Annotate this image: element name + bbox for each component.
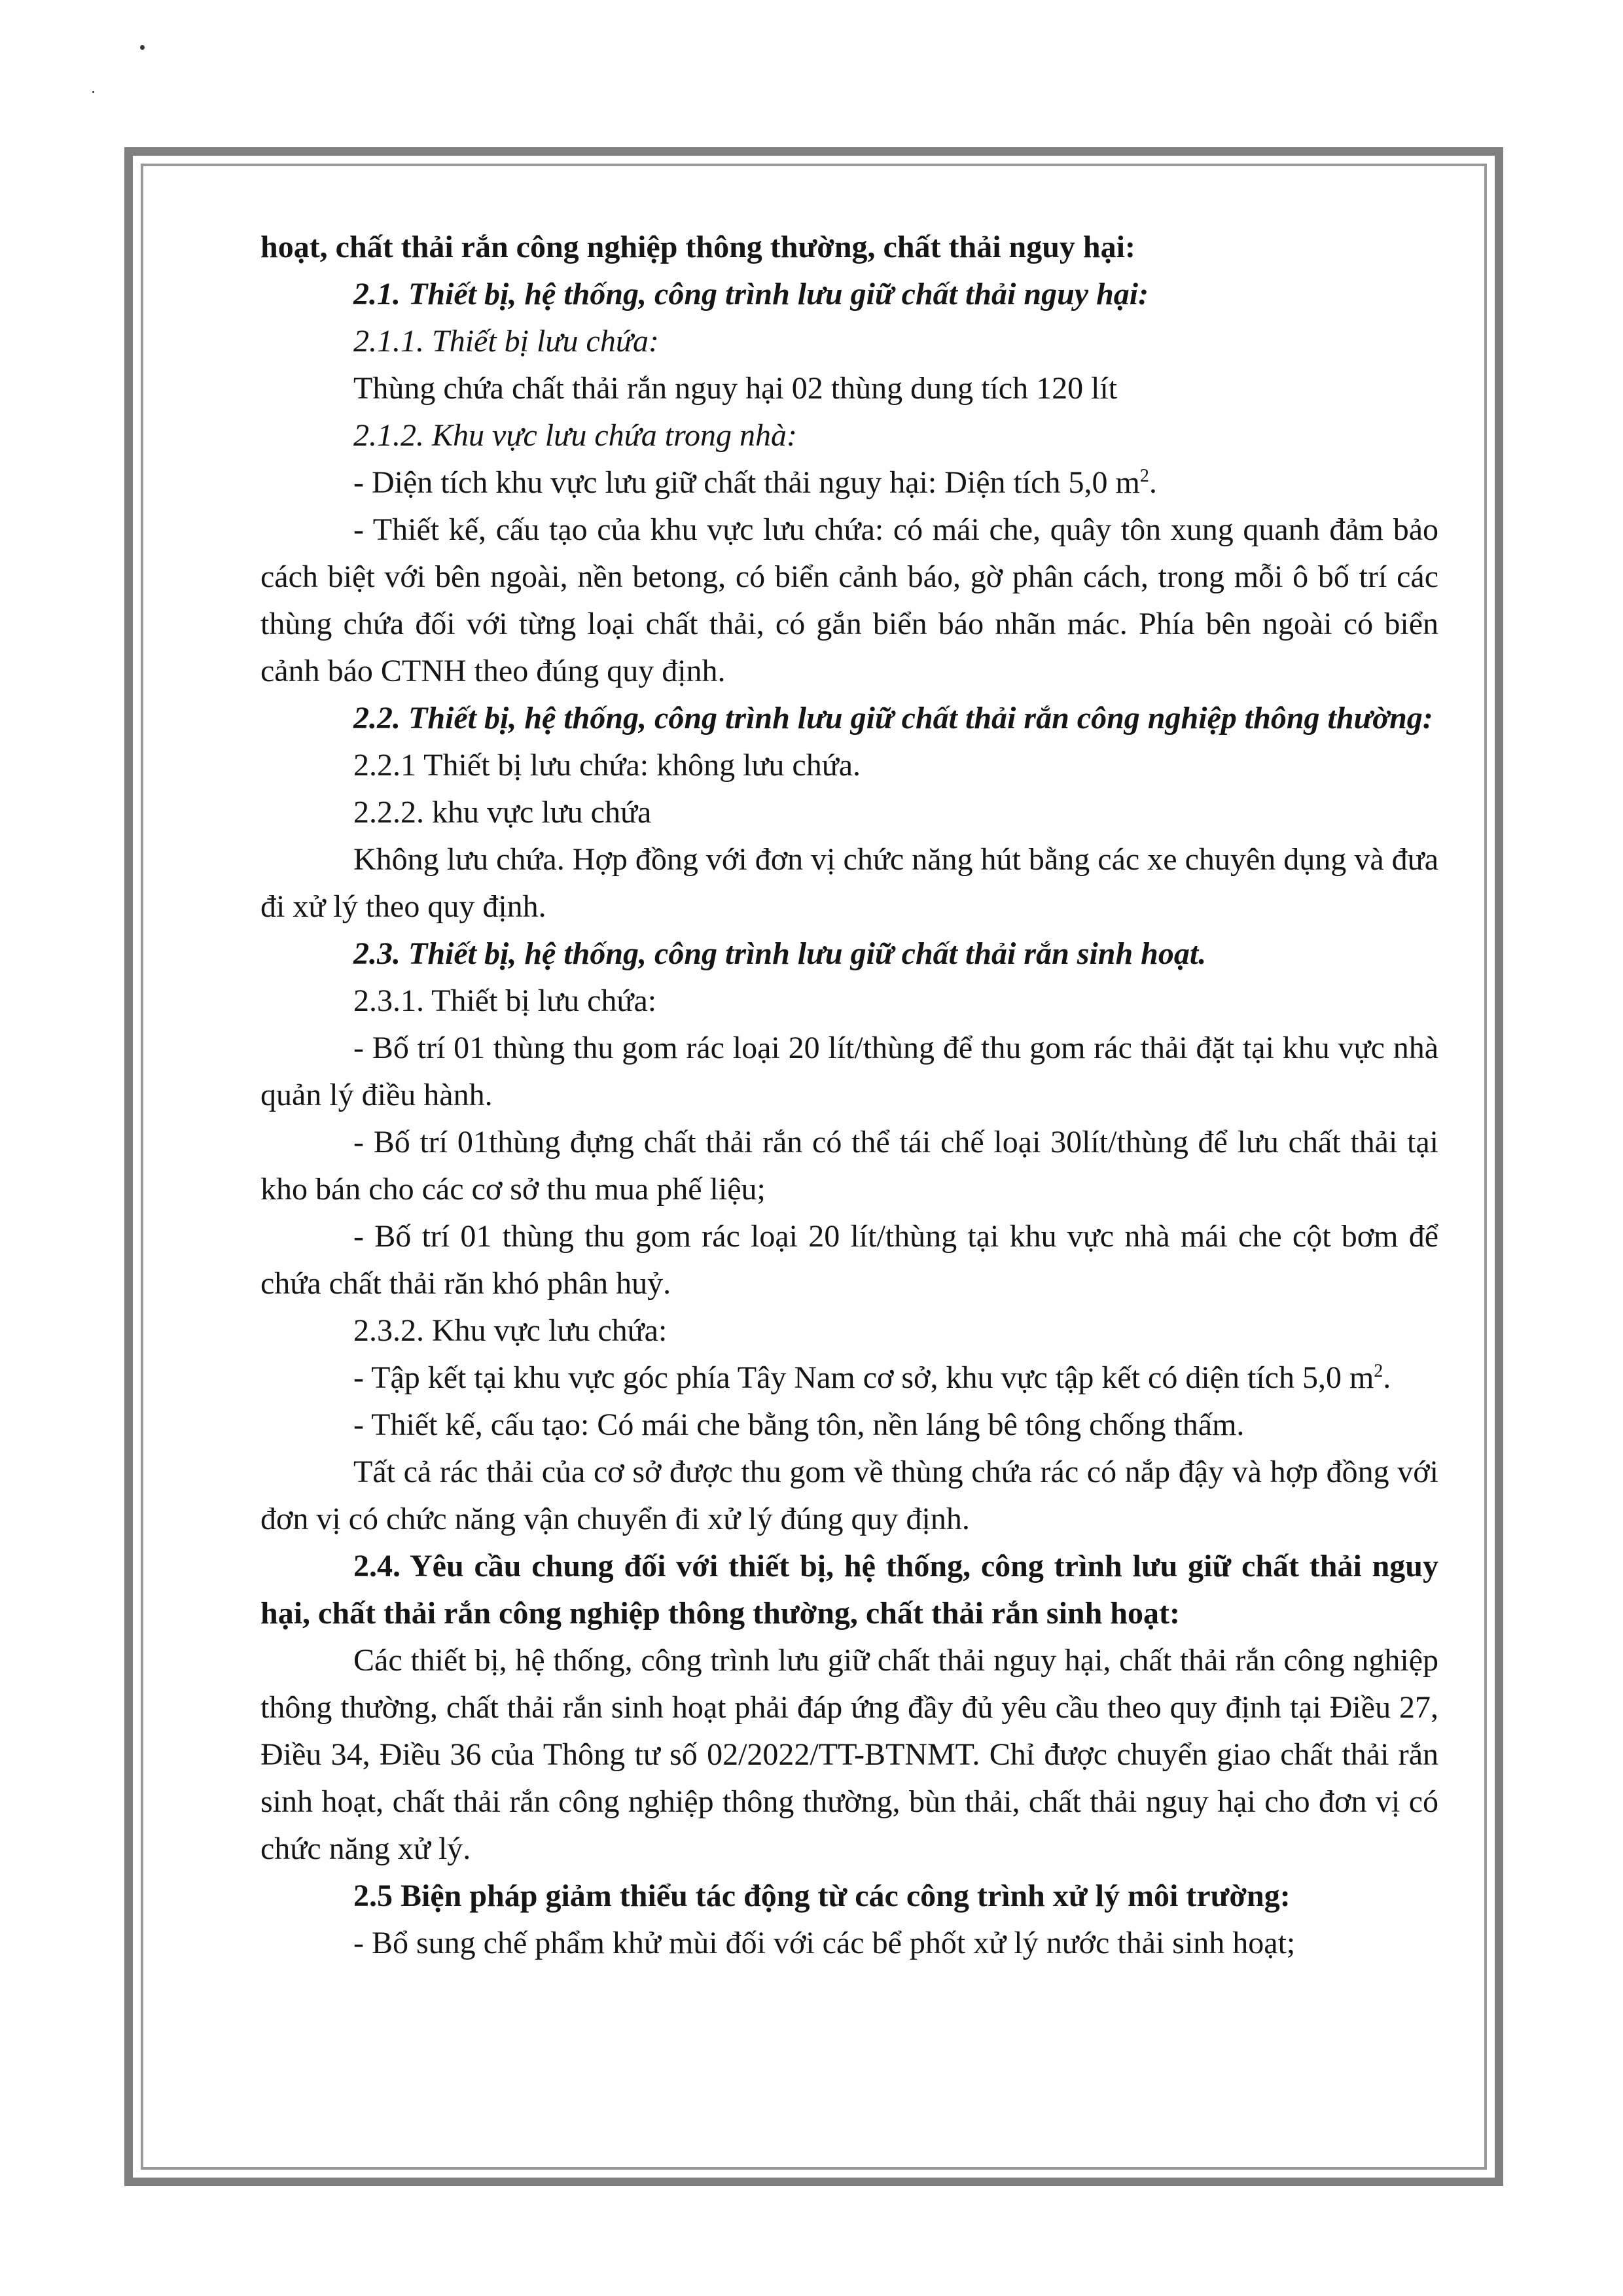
subsection-2-3-2: 2.3.2. Khu vực lưu chứa: — [353, 1313, 668, 1348]
paragraph: Các thiết bị, hệ thống, công trình lưu giữ chất thải nguy hại, chất thải rắn công nghiệp thông thường, chất thải rắn sinh hoạt phải đáp ứng đầy đủ yêu cầu theo quy định tại Điều 27, Điều 34, Điều 36 của Thông tư số 02/2022/TT-BTNMT. Chỉ được chuyển giao chất thải rắn sinh hoạt, chất thải rắn công nghiệp thông thường, bùn thải, chất thải nguy hại cho đơn vị có chức năng xử lý. — [260, 1643, 1438, 1866]
section-2-3-heading: 2.3. Thiết bị, hệ thống, công trình lưu giữ chất thải rắn sinh hoạt. — [353, 936, 1207, 971]
period: . — [1149, 465, 1157, 500]
superscript: 2 — [1374, 1361, 1383, 1381]
paragraph-area — [260, 1354, 1438, 1402]
area-text: - Tập kết tại khu vực góc phía Tây Nam cơ sở, khu vực tập kết có diện tích 5,0 m — [353, 1360, 1374, 1395]
scan-speck — [140, 45, 145, 50]
subsection-2-2-2: 2.2.2. khu vực lưu chứa — [353, 795, 652, 830]
section-2-5-heading: 2.5 Biện pháp giảm thiểu tác động từ các công trình xử lý môi trường: — [353, 1879, 1291, 1913]
subsection-2-1-2: 2.1.2. Khu vực lưu chứa trong nhà: — [353, 418, 798, 453]
subsection-2-1-1: 2.1.1. Thiết bị lưu chứa: — [353, 324, 659, 359]
paragraph: Tất cả rác thải của cơ sở được thu gom về thùng chứa rác có nắp đậy và hợp đồng với đơn vị có chức năng vận chuyển đi xử lý đúng quy định. — [260, 1455, 1438, 1536]
paragraph: - Bố trí 01thùng đựng chất thải rắn có thể tái chế loại 30lít/thùng để lưu chất thải tại kho bán cho các cơ sở thu mua phế liệu; — [260, 1125, 1438, 1207]
period: . — [1383, 1360, 1391, 1395]
document-body — [260, 224, 1438, 1967]
paragraph: Không lưu chứa. Hợp đồng với đơn vị chức năng hút bằng các xe chuyên dụng và đưa đi xử lý theo quy định. — [260, 842, 1438, 924]
paragraph: - Bổ sung chế phẩm khử mùi đối với các bể phốt xử lý nước thải sinh hoạt; — [353, 1926, 1296, 1960]
area-text: - Diện tích khu vực lưu giữ chất thải nguy hại: Diện tích 5,0 m — [353, 465, 1140, 500]
subsection-2-3-1: 2.3.1. Thiết bị lưu chứa: — [353, 983, 657, 1018]
paragraph: - Bố trí 01 thùng thu gom rác loại 20 lít/thùng tại khu vực nhà mái che cột bơm để chứa chất thải răn khó phân huỷ. — [260, 1219, 1438, 1301]
superscript: 2 — [1139, 466, 1149, 486]
paragraph: - Thiết kế, cấu tạo: Có mái che bằng tôn, nền láng bê tông chống thấm. — [353, 1407, 1245, 1442]
paragraph-area — [260, 459, 1438, 506]
continued-heading: hoạt, chất thải rắn công nghiệp thông thường, chất thải nguy hại: — [260, 230, 1135, 264]
section-2-1-heading: 2.1. Thiết bị, hệ thống, công trình lưu giữ chất thải nguy hại: — [353, 277, 1149, 311]
section-2-2-heading: 2.2. Thiết bị, hệ thống, công trình lưu giữ chất thải rắn công nghiệp thông thường: — [353, 701, 1433, 735]
scan-speck-small — [92, 91, 94, 93]
subsection-2-2-1: 2.2.1 Thiết bị lưu chứa: không lưu chứa. — [353, 748, 861, 783]
section-2-4-heading: 2.4. Yêu cầu chung đối với thiết bị, hệ thống, công trình lưu giữ chất thải nguy hại, chất thải rắn công nghiệp thông thường, chất thải rắn sinh hoạt: — [260, 1549, 1438, 1631]
paragraph: Thùng chứa chất thải rắn nguy hại 02 thùng dung tích 120 lít — [353, 371, 1118, 406]
paragraph: - Bố trí 01 thùng thu gom rác loại 20 lít/thùng để thu gom rác thải đặt tại khu vực nhà quản lý điều hành. — [260, 1031, 1438, 1112]
paragraph: - Thiết kế, cấu tạo của khu vực lưu chứa: có mái che, quây tôn xung quanh đảm bảo cách biệt với bên ngoài, nền betong, có biển cảnh báo, gờ phân cách, trong mỗi ô bố trí các thùng chứa đối với từng loại chất thải, có gắn biển báo nhãn mác. Phía bên ngoài có biển cảnh báo CTNH theo đúng quy định. — [260, 512, 1438, 688]
